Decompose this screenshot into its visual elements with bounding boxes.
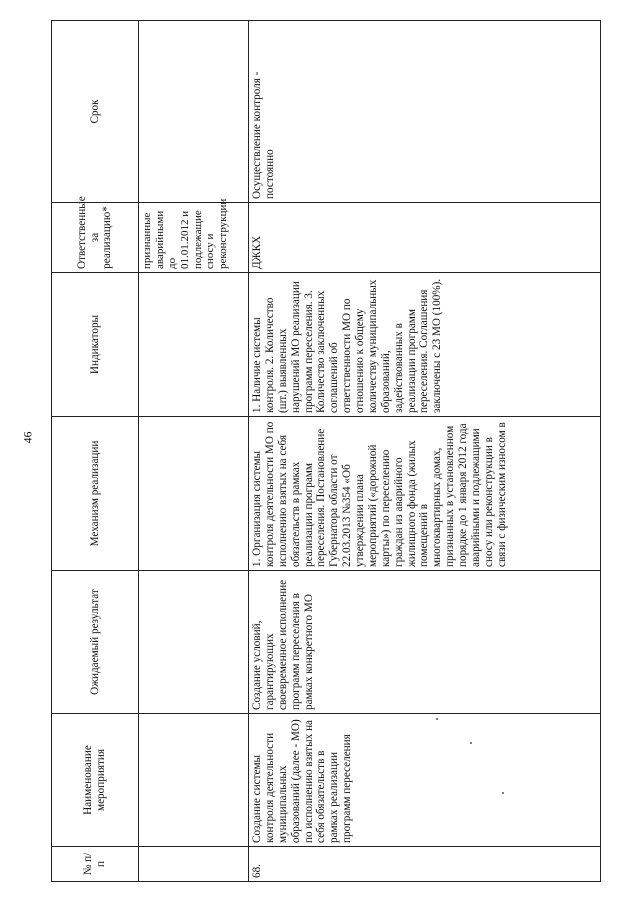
cont-result [139,571,249,714]
header-result: Ожидаемый результат [52,571,139,714]
header-num: № п/п [52,847,139,882]
table-sheet [51,21,601,882]
scan-speck [502,792,504,794]
page-number: 46 [20,431,35,444]
row-mechanism: 1. Организация системы контроля деятельности МО по исполнению взятых на себя обязательств в рамках реализации программ переселения. Постановление Губернатора области от 22.03.2013 №354 «Об утверждении плана мероприятий («дорожной карты») по переселению граждан из аварийного жилищного фонда (жилых помещений в многоквартирных домах, признанных в установленном порядке до 1 января 2012 года аварийными и подлежащими сносу или реконструкции в связи с физическим износом в [249,417,601,571]
cont-num [139,847,249,882]
header-indicators: Индикаторы [52,273,139,417]
row-term: Осуществление контроля - постоянно [249,21,601,203]
cont-responsible: признанные аварийными до 01.01.2012 и подлежащие сносу и реконструкции [139,203,249,273]
scan-speck [470,742,472,744]
cont-name [139,714,249,847]
row-num: 68. [249,847,601,882]
row-name: Создание системы контроля деятельности муниципальных образований (далее - МО) по исполнению взятых на себя обязательств в рамках реализации программ переселения [249,714,601,847]
header-term: Срок [52,21,139,203]
table-row [249,21,601,882]
row-responsible: ДЖКХ [249,203,601,273]
header-responsible: Ответственные за реализацию* [52,203,139,273]
row-indicators: 1. Наличие системы контроля. 2. Количество (шт.) выявленных нарушений МО реализации программ переселения. 3. Количество заключенных соглашений об ответственности МО по отношению к общему количеству муниципальных образований, задействованных в реализации программ переселения. Соглашения заключены с 23 МО (100%). [249,273,601,417]
continuation-row [139,21,249,882]
cont-term [139,21,249,203]
cont-indicators [139,273,249,417]
row-result: Создание условий, гарантирующих своевременное исполнение программ переселения в рамках конкретного МО [249,571,601,714]
header-row [52,21,139,882]
rotated-table-wrapper [51,21,601,882]
header-name: Наименование мероприятия [52,714,139,847]
measures-table [51,20,601,882]
scan-speck [436,718,438,720]
header-mechanism: Механизм реализации [52,417,139,571]
cont-mechanism [139,417,249,571]
